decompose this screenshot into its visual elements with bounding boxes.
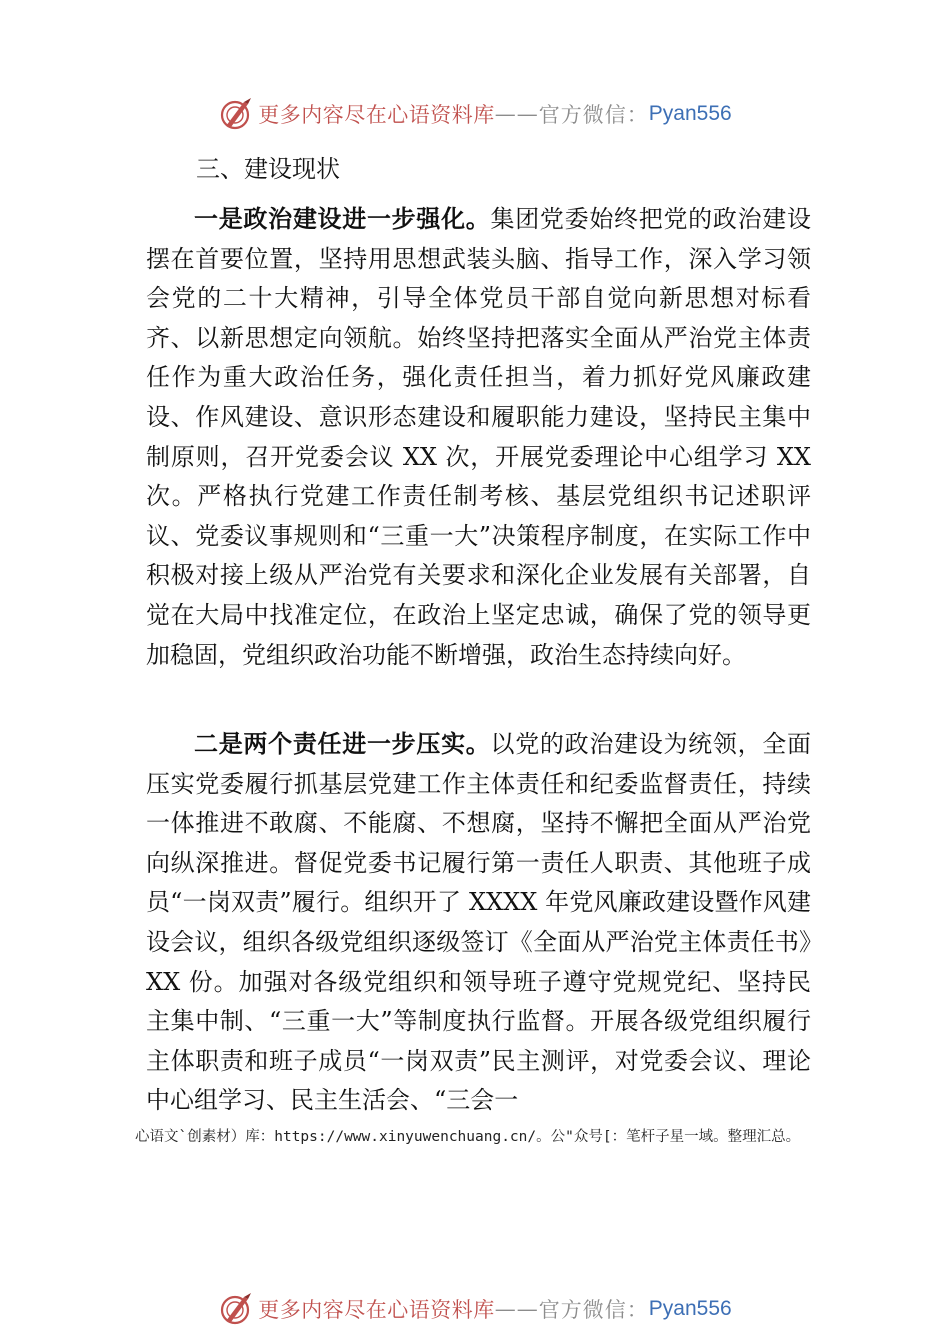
banner-dash: —— (494, 1297, 539, 1321)
banner-site-name: 更多内容尽在心语资料库 (258, 103, 495, 127)
header-banner (0, 94, 950, 134)
paragraph-political-construction (146, 200, 811, 675)
banner-wechat-label: 官方微信： (538, 103, 649, 127)
banner-wechat-label: 官方微信： (538, 1298, 649, 1322)
banner-site-name: 更多内容尽在心语资料库 (258, 1298, 495, 1322)
banner-wechat-id: Pyan556 (648, 102, 732, 125)
paragraph-two-responsibilities (146, 725, 811, 1121)
paragraph-lead: 一是政治建设进一步强化。 (194, 205, 491, 233)
banner-wechat-id: Pyan556 (648, 1297, 732, 1320)
quill-pen-logo-icon (218, 1291, 254, 1327)
paragraph-lead: 二是两个责任进一步压实。 (194, 730, 491, 758)
footer-banner (0, 1289, 950, 1329)
banner-dash: —— (494, 102, 539, 126)
source-footnote: 心语文`创素材）库：https://www.xinyuwenchuang.cn/。公"众号[：笔杆子星一域。整理汇总。 (135, 1129, 801, 1145)
paragraph-body: 集团党委始终把党的政治建设摆在首要位置，坚持用思想武装头脑、指导工作，深入学习领会党的二十大精神，引导全体党员干部自觉向新思想对标看齐、以新思想定向领航。始终坚持把落实全面从严治党主体责任作为重大政治任务，强化责任担当，着力抓好党风廉政建设、作风建设、意识形态建设和履职能力建设，坚持民主集中制原则，召开党委会议 XX 次，开展党委理论中心组学习 XX 次。严格执行党建工作责任制考核、基层党组织书记述职评议、党委议事规则和“三重一大”决策程序制度，在实际工作中积极对接上级从严治党有关要求和深化企业发展有关部署，自觉在大局中找准定位，在政治上坚定忠诚，确保了党的领导更加稳固，党组织政治功能不断增强，政治生态持续向好。 (146, 205, 811, 669)
quill-pen-logo-icon (218, 96, 254, 132)
section-heading: 三、建设现状 (196, 155, 340, 183)
paragraph-body: 以党的政治建设为统领，全面压实党委履行抓基层党建工作主体责任和纪委监督责任，持续一体推进不敢腐、不能腐、不想腐，坚持不懈把全面从严治党向纵深推进。督促党委书记履行第一责任人职责、其他班子成员“一岗双责”履行。组织开了 XXXX 年党风廉政建设暨作风建设会议，组织各级党组织逐级签订《全面从严治党主体责任书》XX 份。加强对各级党组织和领导班子遵守党规党纪、坚持民主集中制、“三重一大”等制度执行监督。开展各级党组织履行主体职责和班子成员“一岗双责”民主测评，对党委会议、理论中心组学习、民主生活会、“三会一 (146, 730, 811, 1115)
